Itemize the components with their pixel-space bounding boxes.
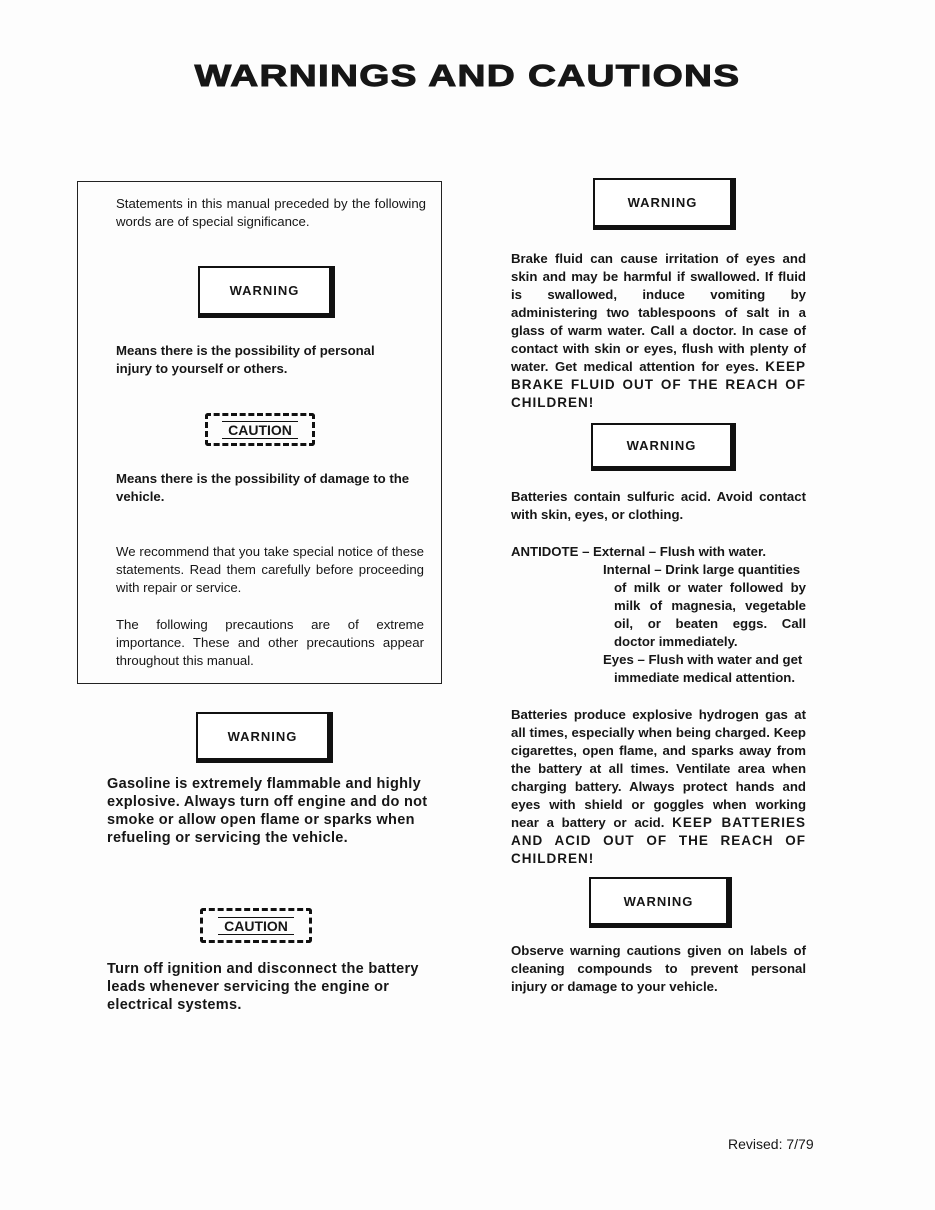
antidote-external: ANTIDOTE – External – Flush with water. (511, 544, 767, 559)
hydrogen-text: Batteries produce explosive hydrogen gas at all times, especially when being charged. Keep cigarettes, open flame, and sparks away from the battery at all times. Ventilate area when charging battery. Always protect hands and eyes with shield or goggles when working near a battery or acid. (511, 707, 806, 830)
intro-text: Statements in this manual preceded by the following words are of special significance. (116, 196, 426, 229)
revision-date: Revised: 7/79 (728, 1136, 814, 1152)
caution-label: CAUTION (218, 917, 294, 935)
cleaning-warning: Observe warning cautions given on labels of cleaning compounds to prevent personal injury or damage to your vehicle. (511, 943, 806, 994)
gasoline-warning: Gasoline is extremely flammable and highly explosive. Always turn off engine and do not smoke or allow open flame or sparks when refueling or servicing the vehicle. (107, 776, 428, 846)
brake-fluid-warning (511, 250, 806, 412)
hydrogen-warning (511, 706, 806, 868)
caution-label: CAUTION (222, 421, 298, 439)
antidote-eyes-detail: immediate medical attention. (614, 670, 796, 685)
caution-badge (205, 413, 315, 446)
antidote-internal-detail: of milk or water followed by milk of magnesia, vegetable oil, or beaten eggs. Call doctor immediately. (614, 580, 806, 649)
brake-fluid-text: Brake fluid can cause irritation of eyes and skin and may be harmful if swallowed. If fluid is swallowed, induce vomiting by administering two tablespoons of salt in a glass of warm water. Call a doctor. In case of contact with skin or eyes, flush with plenty of water. Get medical attention for eyes. (511, 251, 806, 374)
warning-badge: WARNING (196, 712, 333, 763)
antidote (511, 543, 806, 687)
page-title: WARNINGS AND CAUTIONS (194, 58, 741, 93)
precautions-text: The following precautions are of extreme importance. These and other precautions appear throughout this manual. (116, 617, 424, 668)
caution-badge (200, 908, 312, 943)
acid-warning: Batteries contain sulfuric acid. Avoid contact with skin, eyes, or clothing. (511, 489, 806, 522)
brake-fluid-caps: KEEP BRAKE FLUID OUT OF THE REACH OF CHILDREN! (511, 359, 806, 410)
ignition-caution: Turn off ignition and disconnect the battery leads whenever servicing the engine or electrical systems. (107, 961, 419, 1013)
caution-meaning: Means there is the possibility of damage to the vehicle. (116, 471, 410, 504)
hydrogen-caps: KEEP BATTERIES AND ACID OUT OF THE REACH OF CHILDREN! (511, 815, 806, 866)
antidote-eyes: Eyes – Flush with water and get (603, 652, 803, 667)
warning-badge: WARNING (589, 877, 732, 928)
recommend-text: We recommend that you take special notice of these statements. Read them carefully before proceeding with repair or service. (116, 544, 424, 595)
warning-badge: WARNING (591, 423, 736, 471)
warning-badge: WARNING (593, 178, 736, 230)
warning-badge: WARNING (198, 266, 335, 318)
warning-meaning: Means there is the possibility of personal injury to yourself or others. (116, 343, 375, 376)
antidote-internal: Internal – Drink large quantities (603, 562, 801, 577)
